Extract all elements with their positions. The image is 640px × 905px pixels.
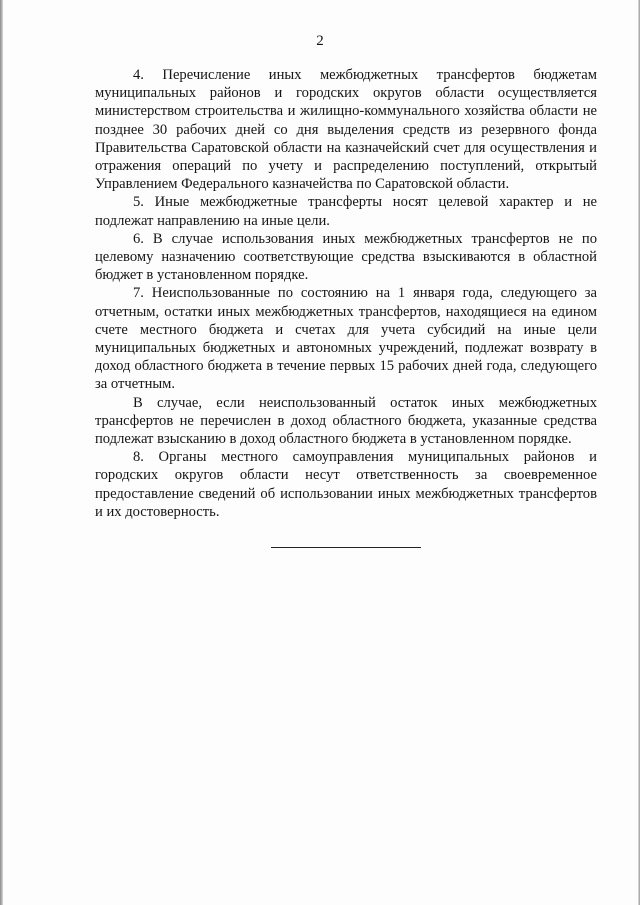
paragraph-5-target-purpose: 5. Иные межбюджетные трансферты носят целевой характер и не подлежат направлению на иные цели.: [95, 194, 597, 229]
page-number: 2: [316, 33, 324, 49]
closing-divider-line: [271, 547, 421, 548]
paragraph-6-misuse-recovery: 6. В случае использования иных межбюджетных трансфертов не по целевому назначению соответствующие средства взыскиваются в областной бюджет в установленном порядке.: [95, 230, 597, 284]
scan-edge-left: [0, 0, 3, 905]
paragraph-7-unused-balance-return: 7. Неиспользованные по состоянию на 1 января года, следующего за отчетным, остатки иных межбюджетных трансфертов, находящиеся на едином счете местного бюджета и счетах для учета субсидий на иные цели муниципальных бюджетных и автономных учреждений, подлежат возврату в доход областного бюджета в течение первых 15 рабочих дней года, следующего за отчетным.: [95, 285, 597, 393]
document-body: [95, 66, 597, 521]
paragraph-8-responsibility: 8. Органы местного самоуправления муниципальных районов и городских округов области несут ответственность за своевременное предоставление сведений об использовании иных межбюджетных трансфертов и их достоверность.: [95, 449, 597, 520]
paragraph-7-recovery-clause: В случае, если неиспользованный остаток иных межбюджетных трансфертов не перечислен в доход областного бюджета, указанные средства подлежат взысканию в доход областного бюджета в установленном порядке.: [95, 394, 597, 448]
paragraph-4-transfer-procedure: 4. Перечисление иных межбюджетных трансфертов бюджетам муниципальных районов и городских округов области осуществляется министерством строительства и жилищно-коммунального хозяйства области не позднее 30 рабочих дней со дня выделения средств из резервного фонда Правительства Саратовской области на казначейский счет для осуществления и отражения операций по учету и распределению поступлений, открытый Управлением Федерального казначейства по Саратовской области.: [95, 67, 597, 193]
